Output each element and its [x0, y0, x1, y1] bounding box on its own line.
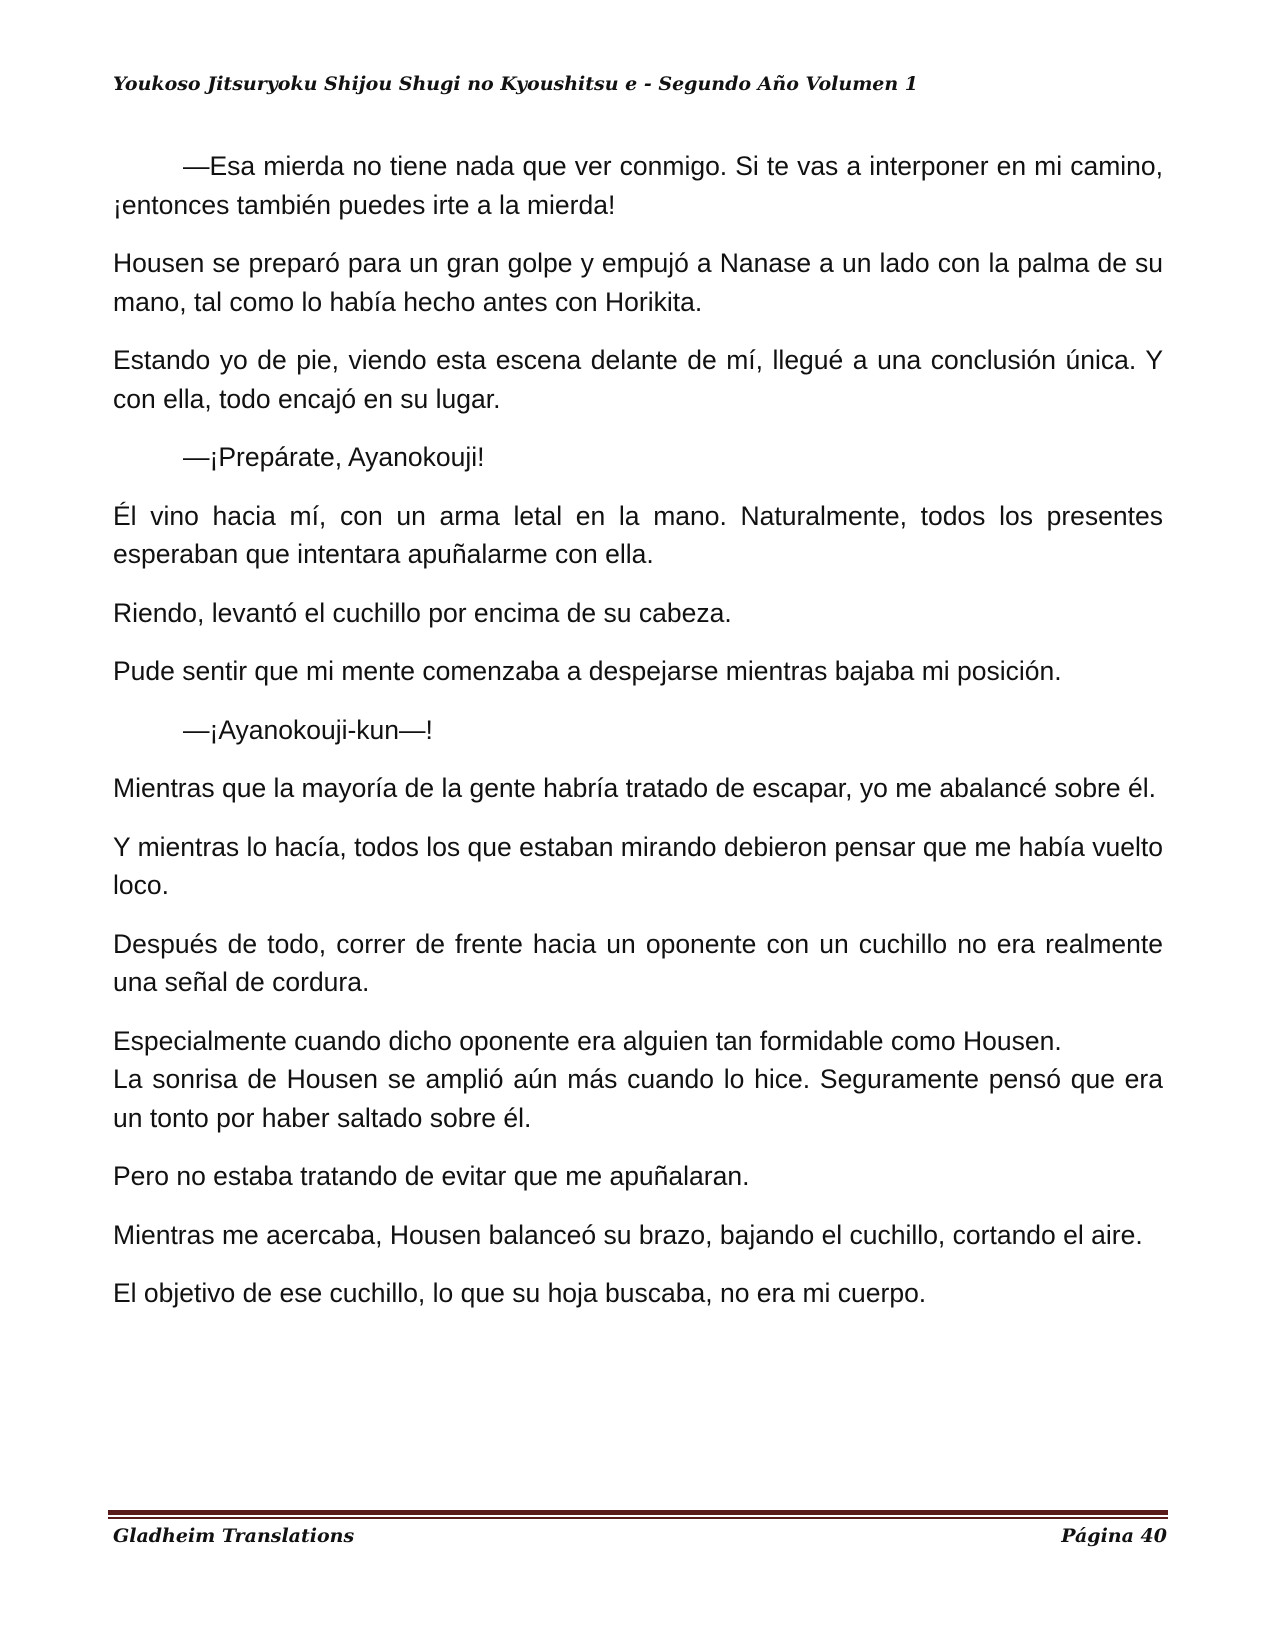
running-header: Youkoso Jitsuryoku Shijou Shugi no Kyoushitsu e - Segundo Año Volumen 1: [113, 73, 919, 95]
footer-divider-thin: [108, 1517, 1168, 1519]
paragraph-14: Pero no estaba tratando de evitar que me apuñalaran.: [113, 1161, 750, 1191]
paragraph-12: Especialmente cuando dicho oponente era alguien tan formidable como Housen.: [113, 1025, 1062, 1056]
footer-translator: Gladheim Translations: [113, 1525, 355, 1547]
paragraph-3: Estando yo de pie, viendo esta escena delante de mí, llegué a una conclusión única. Y con ella, todo encajó en su lugar.: [113, 345, 1163, 414]
body-text: [113, 147, 1163, 1333]
paragraph-10: Y mientras lo hacía, todos los que estaban mirando debieron pensar que me había vuelto loco.: [113, 831, 1163, 900]
footer-divider-thick: [108, 1510, 1168, 1515]
paragraph-4: —¡Prepárate, Ayanokouji!: [183, 442, 485, 472]
paragraph-16: El objetivo de ese cuchillo, lo que su hoja buscaba, no era mi cuerpo.: [113, 1278, 927, 1308]
footer-divider: [108, 1510, 1168, 1519]
paragraph-2: Housen se preparó para un gran golpe y empujó a Nanase a un lado con la palma de su mano, tal como lo había hecho antes con Horikita.: [113, 248, 1163, 317]
paragraph-5: Él vino hacia mí, con un arma letal en la mano. Naturalmente, todos los presentes esperaban que intentara apuñalarme con ella.: [113, 500, 1163, 569]
paragraph-15: Mientras me acercaba, Housen balanceó su brazo, bajando el cuchillo, cortando el aire.: [113, 1219, 1143, 1250]
paragraph-13: La sonrisa de Housen se amplió aún más cuando lo hice. Seguramente pensó que era un tonto por haber saltado sobre él.: [113, 1064, 1163, 1133]
paragraph-9: Mientras que la mayoría de la gente habría tratado de escapar, yo me abalancé sobre él.: [113, 773, 1156, 803]
paragraph-11: Después de todo, correr de frente hacia un oponente con un cuchillo no era realmente una señal de cordura.: [113, 928, 1163, 997]
paragraph-6: Riendo, levantó el cuchillo por encima de su cabeza.: [113, 597, 732, 628]
footer-page-number: Página 40: [1061, 1525, 1167, 1547]
paragraph-1: —Esa mierda no tiene nada que ver conmigo. Si te vas a interponer en mi camino, ¡entonces también puedes irte a la mierda!: [113, 151, 1163, 220]
paragraph-7: Pude sentir que mi mente comenzaba a despejarse mientras bajaba mi posición.: [113, 656, 1062, 686]
paragraph-8: —¡Ayanokouji-kun—!: [183, 714, 433, 745]
